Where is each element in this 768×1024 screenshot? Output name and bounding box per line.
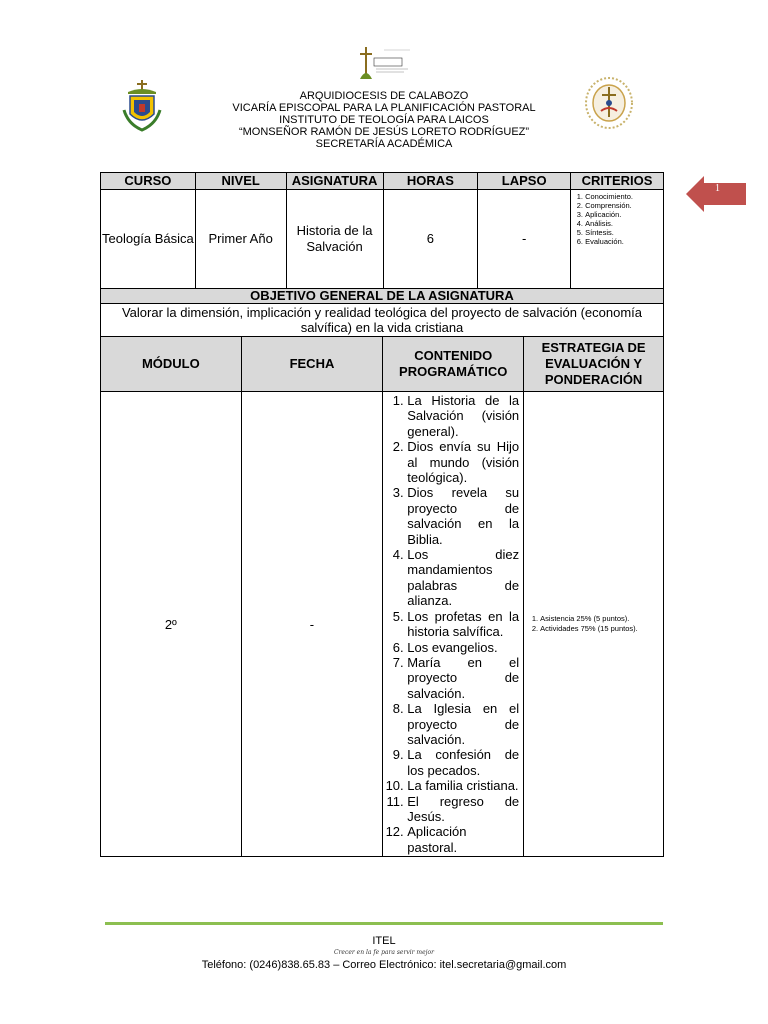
document-header xyxy=(200,45,568,150)
contenido-item: 2. Dios envía su Hijo al mundo (visión teológica). xyxy=(407,439,519,485)
header-line-3: INSTITUTO DE TEOLOGÍA PARA LAICOS xyxy=(279,114,489,126)
header-lapso: LAPSO xyxy=(478,173,571,190)
cell-estrategia xyxy=(524,392,664,857)
annotation-arrow-icon[interactable] xyxy=(686,176,746,212)
estrategia-item: 1. Asistencia 25% (5 puntos). xyxy=(540,614,663,624)
institute-seal-logo xyxy=(583,75,635,131)
footer-motto: Crecer en la fe para servir mejor xyxy=(333,949,435,956)
header-curso: CURSO xyxy=(101,173,196,190)
contenido-item: 10. La familia cristiana. xyxy=(407,778,519,793)
course-info-table xyxy=(100,172,664,337)
criterio-item: 2. Comprensión. xyxy=(585,201,663,210)
header-asignatura: ASIGNATURA xyxy=(286,173,383,190)
diocese-crest-logo xyxy=(122,80,162,134)
itel-logo xyxy=(354,45,414,83)
estrategia-item: 2. Actividades 75% (15 puntos). xyxy=(540,624,663,634)
contenido-item: 8. La Iglesia en el proyecto de salvación. xyxy=(407,701,519,747)
header-line-2: VICARÍA EPISCOPAL PARA LA PLANIFICACIÓN PASTORAL xyxy=(232,102,536,114)
cell-fecha: - xyxy=(241,392,383,857)
contenido-item: 11. El regreso de Jesús. xyxy=(407,794,519,825)
header-line-4: “MONSEÑOR RAMÓN DE JESÚS LORETO RODRÍGUEZ” xyxy=(238,126,530,138)
cell-curso: Teología Básica xyxy=(101,190,196,289)
contenido-item: 3. Dios revela su proyecto de salvación en la Biblia. xyxy=(407,485,519,547)
footer-contact: Teléfono: (0246)838.65.83 – Correo Electrónico: itel.secretaria@gmail.com xyxy=(201,959,567,971)
header-estrategia: ESTRATEGIA DE EVALUACIÓN Y PONDERACIÓN xyxy=(524,337,664,392)
contenido-item: 5. Los profetas en la historia salvífica. xyxy=(407,609,519,640)
annotation-label: 1 xyxy=(715,183,720,194)
cell-criterios xyxy=(571,190,664,289)
document-footer xyxy=(0,934,768,972)
criterio-item: 6. Evaluación. xyxy=(585,237,663,246)
objetivo-title: OBJETIVO GENERAL DE LA ASIGNATURA xyxy=(101,289,664,304)
header-contenido: CONTENIDO PROGRAMÁTICO xyxy=(383,337,524,392)
header-line-1: ARQUIDIOCESIS DE CALABOZO xyxy=(299,90,469,102)
module-table xyxy=(100,336,664,857)
contenido-item: 4. Los diez mandamientos palabras de alianza. xyxy=(407,547,519,609)
criterio-item: 5. Síntesis. xyxy=(585,228,663,237)
contenido-item: 12. Aplicación pastoral. xyxy=(407,824,519,855)
contenido-item: 1. La Historia de la Salvación (visión general). xyxy=(407,393,519,439)
header-horas: HORAS xyxy=(383,173,478,190)
cell-nivel: Primer Año xyxy=(195,190,286,289)
header-nivel: NIVEL xyxy=(195,173,286,190)
criterio-item: 4. Análisis. xyxy=(585,219,663,228)
objetivo-text: Valorar la dimensión, implicación y realidad teológica del proyecto de salvación (economía salvífica) en la vida cristiana xyxy=(101,304,664,337)
cell-lapso: - xyxy=(478,190,571,289)
header-line-5: SECRETARÍA ACADÉMICA xyxy=(315,138,453,150)
cell-modulo: 2º xyxy=(101,392,242,857)
cell-contenido xyxy=(383,392,524,857)
cell-horas: 6 xyxy=(383,190,478,289)
header-modulo: MÓDULO xyxy=(101,337,242,392)
criterio-item: 1. Conocimiento. xyxy=(585,192,663,201)
footer-divider xyxy=(105,922,663,925)
footer-name: ITEL xyxy=(372,935,396,947)
criterio-item: 3. Aplicación. xyxy=(585,210,663,219)
contenido-item: 9. La confesión de los pecados. xyxy=(407,747,519,778)
cell-asignatura: Historia de la Salvación xyxy=(286,190,383,289)
header-fecha: FECHA xyxy=(241,337,383,392)
header-criterios: CRITERIOS xyxy=(571,173,664,190)
contenido-item: 7. María en el proyecto de salvación. xyxy=(407,655,519,701)
contenido-item: 6. Los evangelios. xyxy=(407,640,519,655)
